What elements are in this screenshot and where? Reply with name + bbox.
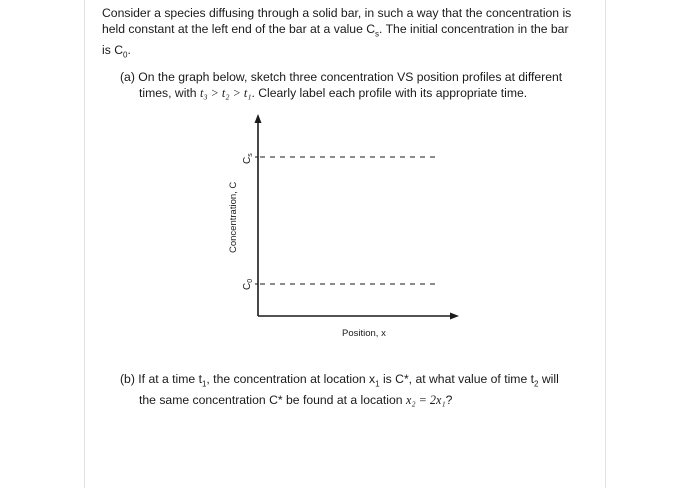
part-b-line-2 (120, 392, 590, 408)
x-axis-label: Position, x (342, 328, 386, 339)
problem-intro (102, 5, 592, 64)
part-b-line-1-post: is C*, at what value of time t (379, 372, 535, 386)
part-a-line-2-pre: times, with (139, 86, 200, 100)
x1-subscript: 1 (375, 379, 380, 389)
intro-line-3-tail: . (127, 43, 131, 58)
part-b-line-1-mid: , the concentration at location x (206, 372, 376, 386)
c0-label: $C_0$ (242, 278, 254, 290)
part-b-line-2-post: ? (445, 393, 453, 408)
t2-subscript: 2 (534, 379, 539, 389)
part-b-line-2-pre: the same concentration C* be found at a location (139, 393, 406, 408)
intro-line-3: is C (102, 43, 123, 58)
part-b-math: x₂ = 2x₁ (405, 393, 446, 408)
intro-line-2-tail: . The initial concentration in the bar (379, 22, 569, 36)
c0-subscript: 0 (123, 50, 128, 60)
intro-line-1: Consider a species diffusing through a solid bar, in such a way that the concentration is (102, 6, 572, 20)
intro-line-2: held constant at the left end of the bar at a value C (102, 22, 376, 36)
part-a (120, 69, 590, 101)
y-axis-label: Concentration, C (228, 181, 239, 253)
part-a-line-2 (120, 85, 590, 101)
part-a-line-2-post: . Clearly label each profile with its appropriate time. (251, 86, 528, 100)
part-a-line-1: (a) On the graph below, sketch three concentration VS position profiles at different (120, 70, 563, 84)
part-a-math: t₃ > t₂ > t₁ (199, 86, 252, 100)
part-b-line-1-end: will (538, 372, 559, 386)
cs-subscript: s (375, 29, 380, 39)
cs-label: $C_s$ (242, 153, 254, 164)
part-b (120, 371, 590, 408)
t1-subscript: 1 (201, 379, 207, 389)
part-b-line-1 (120, 372, 559, 389)
part-b-line-1-pre: (b) If at a time t (120, 372, 202, 386)
